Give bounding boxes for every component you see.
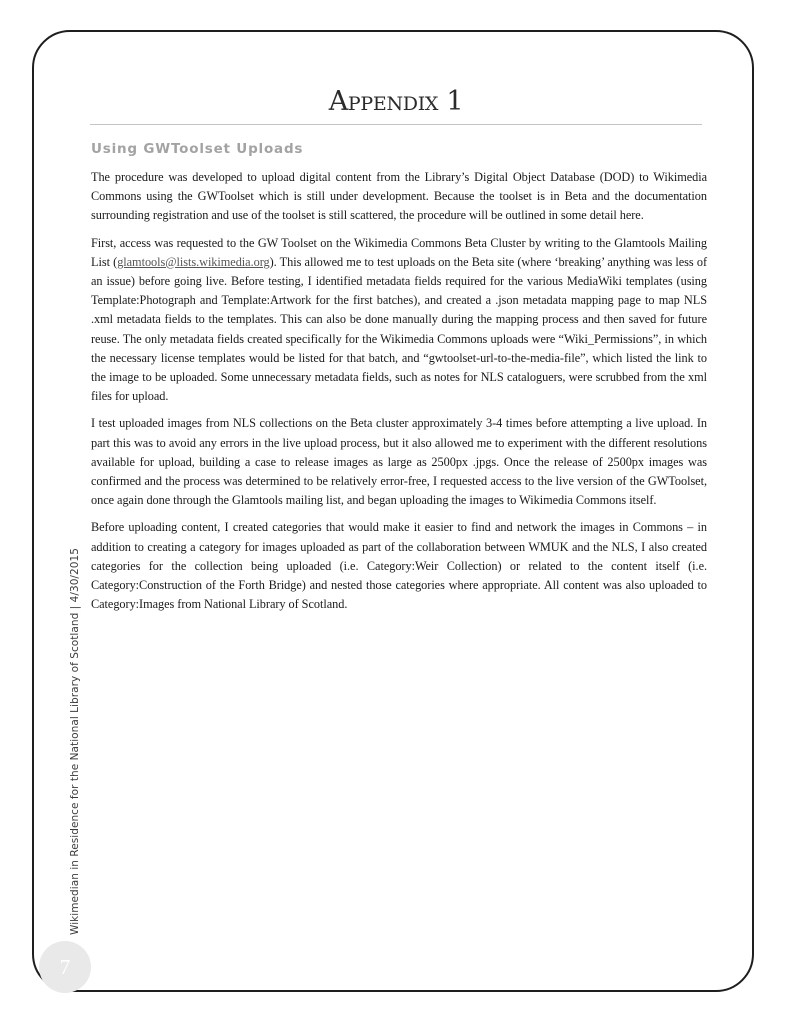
body-text bbox=[91, 168, 707, 622]
paragraph-2-start: First, access was requested to the GW Toolset on the Wikimedia Commons Beta Cluster by writing to the Glamtools Mailing List ( bbox=[91, 235, 707, 269]
paragraph-1: The procedure was developed to upload digital content from the Library’s Digital Object Database (DOD) to Wikimedia Commons using the GWToolset which is still under development. Because the toolset is in Beta and the documentation surrounding registration and use of the toolset is still scattered, the procedure will be outlined in some detail here. bbox=[91, 170, 707, 223]
paragraph-3: I test uploaded images from NLS collections on the Beta cluster approximately 3-4 times before attempting a live upload. In part this was to avoid any errors in the live upload process, but it also allowed me to experiment with the different resolutions available for upload, building a case to release images as large as 2500px .jpgs. Once the release of 2500px images was confirmed and the process was determined to be relatively error-free, I requested access to the live version of the GWToolset, once again done through the Glamtools mailing list, and began uploading the images to Wikimedia Commons itself. bbox=[91, 416, 707, 508]
page-title: Appendix 1 bbox=[328, 86, 464, 117]
section-heading: Using GWToolset Uploads bbox=[91, 141, 304, 157]
paragraph-2-end: ). This allowed me to test uploads on the Beta site (where ‘breaking’ anything was less of an issue) before going live. Before testing, I identified metadata fields required for the various MediaWiki templates (using Template:Photograph and Template:Artwork for the first batches), and created a .json metadata mapping page to map NLS .xml metadata fields to the templates. This can also be done manually during the mapping process and then saved for future reuse. The only metadata fields created specifically for the Wikimedia Commons uploads were “Wiki_Permissions”, in which the necessary license templates would be listed for that batch, and “gwtoolset-url-to-the-media-file”, which listed the link to the image to be uploaded. Some unnecessary metadata fields, such as notes for NLS cataloguers, were scrubbed from the xml files for upload. bbox=[91, 254, 707, 404]
page-number-badge bbox=[39, 941, 91, 993]
paragraph-4: Before uploading content, I created categories that would make it easier to find and network the images in Commons – in addition to creating a category for images uploaded as part of the collaboration between WMUK and the NLS, I also created categories for the collection being uploaded (i.e. Category:Weir Collection) or related to the content itself (i.e. Category:Construction of the Forth Bridge) and nested those categories where appropriate. All content was also uploaded to Category:Images from National Library of Scotland. bbox=[91, 520, 707, 612]
vertical-footer-text: Wikimedian in Residence for the National Library of Scotland | 4/30/2015 bbox=[69, 548, 81, 935]
paragraph-2 bbox=[91, 234, 707, 407]
mailing-list-email-link[interactable]: glamtools@lists.wikimedia.org bbox=[117, 254, 270, 269]
title-divider bbox=[90, 124, 702, 125]
page-number: 7 bbox=[59, 954, 71, 979]
